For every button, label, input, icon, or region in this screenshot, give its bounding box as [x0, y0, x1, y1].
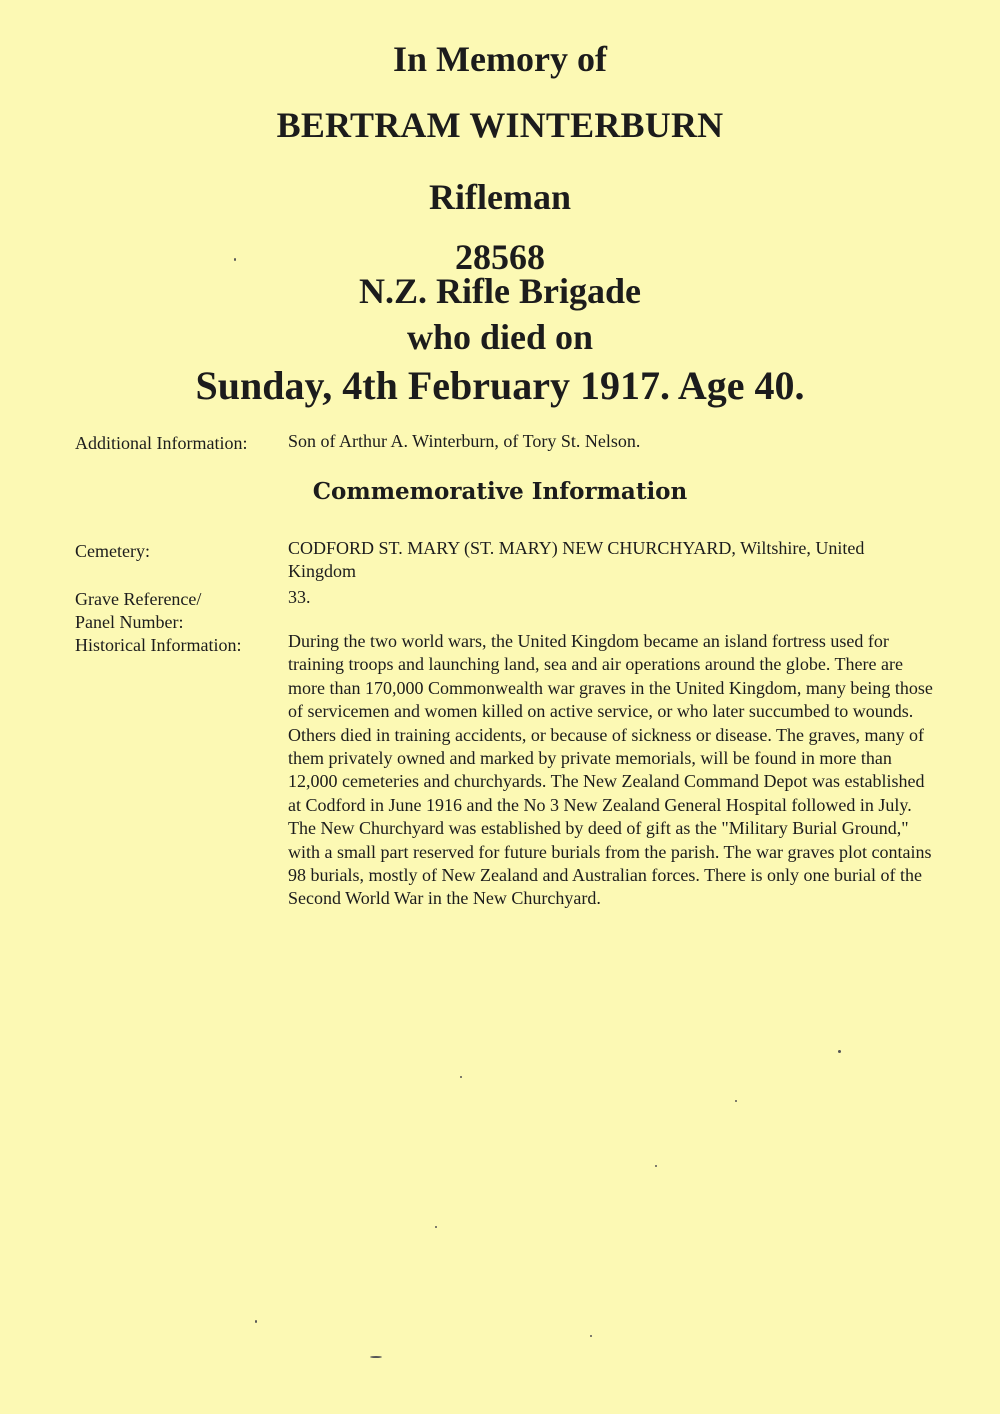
- cemetery-label: Cemetery:: [75, 541, 150, 561]
- scan-speck: [735, 1100, 737, 1102]
- additional-info-value: Son of Arthur A. Winterburn, of Tory St. Nelson.: [288, 431, 641, 451]
- scan-speck: [460, 1076, 462, 1078]
- additional-info-label: Additional Information:: [75, 433, 248, 453]
- scan-speck: [590, 1335, 592, 1337]
- grave-reference-value: 33.: [288, 587, 311, 607]
- grave-reference-label-line1: Grave Reference/: [75, 589, 202, 609]
- scan-speck: [838, 1050, 841, 1053]
- commemorative-heading: Commemorative Information: [312, 478, 688, 505]
- soldier-rank: Rifleman: [429, 177, 571, 217]
- scan-speck: [370, 1356, 382, 1358]
- died-on-text: who died on: [406, 317, 594, 357]
- grave-reference-label: [75, 588, 275, 634]
- service-number: 28568: [455, 237, 545, 277]
- date-of-death-and-age: Sunday, 4th February 1917. Age 40.: [195, 363, 805, 408]
- scan-speck: [255, 1320, 257, 1323]
- cemetery-value: CODFORD ST. MARY (ST. MARY) NEW CHURCHYARD, Wiltshire, United Kingdom: [288, 538, 865, 581]
- historical-info-value: During the two world wars, the United Kingdom became an island fortress used for training troops and launching land, sea and air operations around the globe. There are more than 170,000 Commonwealth war graves in the United Kingdom, many being those of servicemen and women killed on active service, or who later succumbed to wounds. Others died in training accidents, or because of sickness or disease. The graves, many of them privately owned and marked by private memorials, will be found in more than 12,000 cemeteries and churchyards. The New Zealand Command Depot was established at Codford in June 1916 and the No 3 New Zealand General Hospital followed in July. The New Churchyard was established by deed of gift as the "Military Burial Ground," with a small part reserved for future burials from the parish. The war graves plot contains 98 burials, mostly of New Zealand and Australian forces. There is only one burial of the Second World War in the New Churchyard.: [288, 631, 933, 909]
- historical-info-label: Historical Information:: [75, 635, 242, 655]
- scan-speck: [655, 1165, 657, 1167]
- title-in-memory: In Memory of: [393, 39, 607, 79]
- grave-reference-label-line2: Panel Number:: [75, 612, 184, 632]
- soldier-name: BERTRAM WINTERBURN: [276, 105, 724, 145]
- scan-speck: [234, 258, 236, 261]
- soldier-unit: N.Z. Rifle Brigade: [359, 271, 641, 311]
- scan-speck: [435, 1226, 437, 1228]
